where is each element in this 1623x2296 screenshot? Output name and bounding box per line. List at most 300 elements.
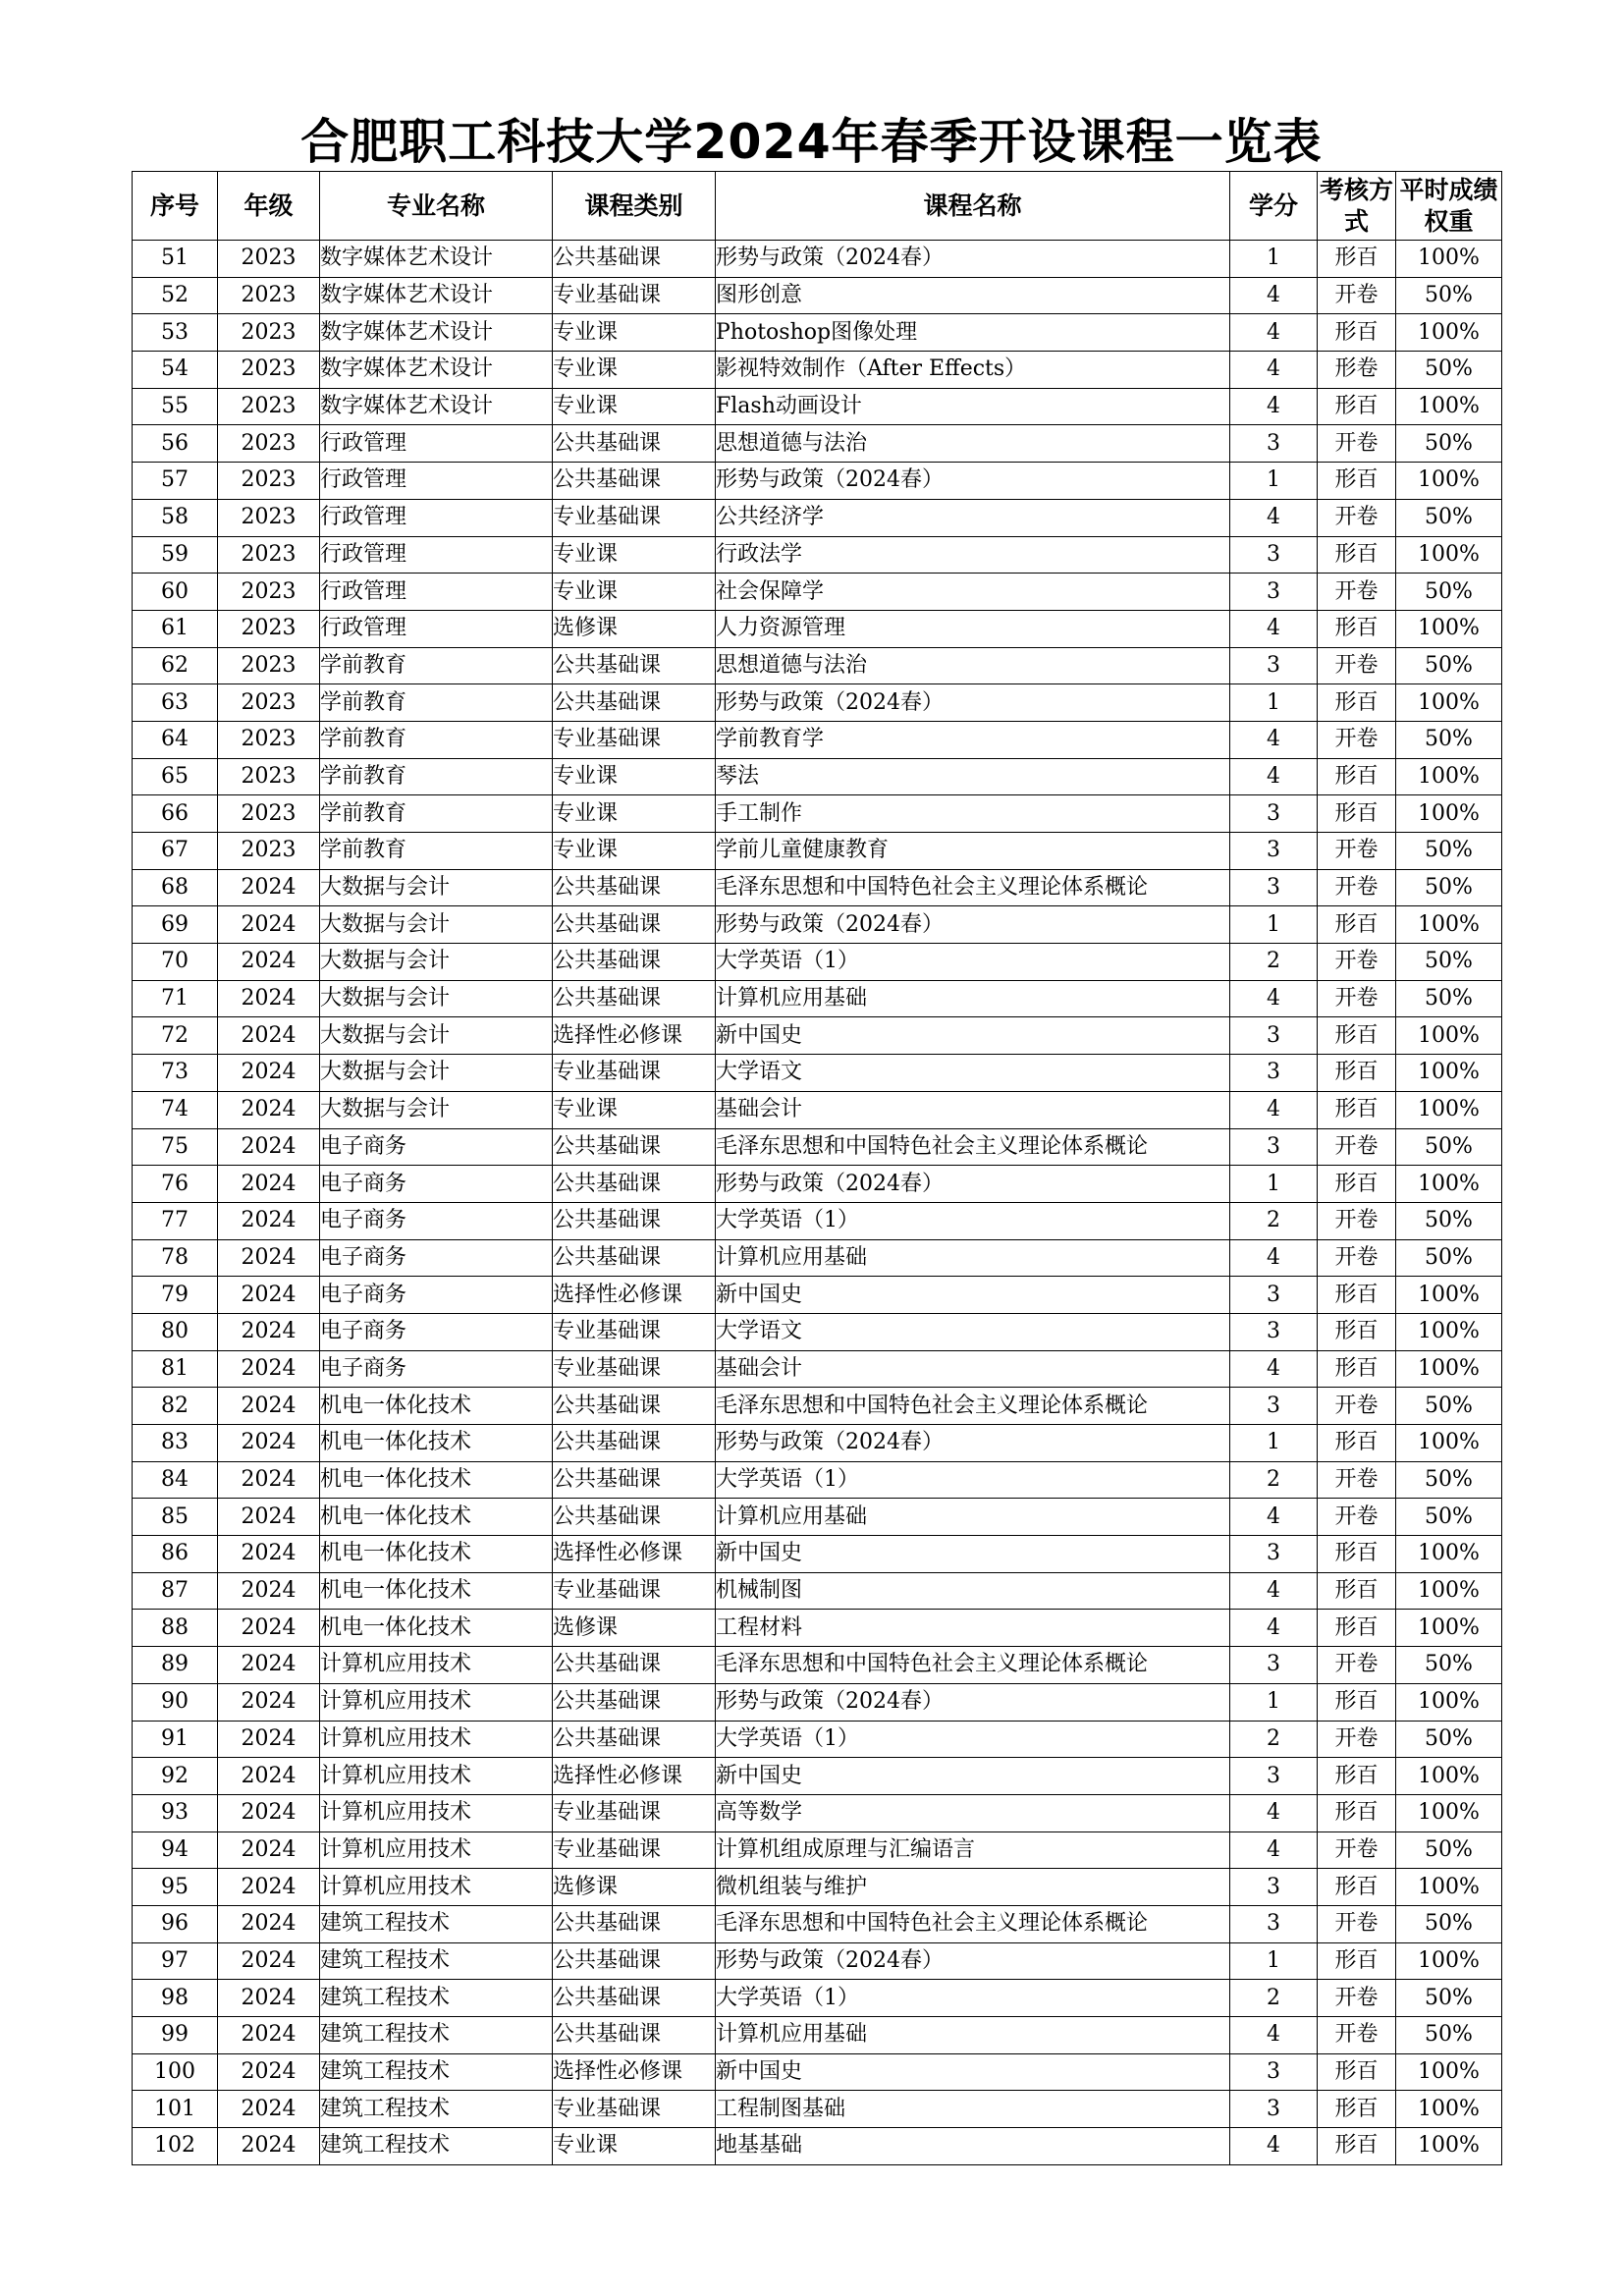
cell-grade: 2024 <box>218 869 320 906</box>
cell-course-name: 大学英语（1） <box>716 944 1230 981</box>
cell-major: 数字媒体艺术设计 <box>320 388 553 425</box>
cell-major: 电子商务 <box>320 1128 553 1166</box>
cell-credits: 3 <box>1230 647 1318 684</box>
cell-regular-score-weight: 50% <box>1396 2017 1502 2054</box>
cell-index: 101 <box>133 2091 218 2128</box>
cell-course-name: 大学英语（1） <box>716 1721 1230 1758</box>
cell-major: 计算机应用技术 <box>320 1831 553 1869</box>
cell-exam-method: 开卷 <box>1318 1980 1396 2017</box>
cell-index: 64 <box>133 721 218 758</box>
table-row <box>133 1869 1502 1906</box>
cell-exam-method: 形百 <box>1318 1055 1396 1092</box>
cell-index: 87 <box>133 1572 218 1610</box>
cell-grade: 2024 <box>218 1313 320 1350</box>
table-row <box>133 1239 1502 1277</box>
cell-exam-method: 形百 <box>1318 1166 1396 1203</box>
table-row <box>133 1980 1502 2017</box>
cell-credits: 4 <box>1230 1091 1318 1128</box>
cell-course-category: 公共基础课 <box>553 1499 716 1536</box>
cell-regular-score-weight: 100% <box>1396 1572 1502 1610</box>
cell-regular-score-weight: 50% <box>1396 499 1502 536</box>
cell-credits: 4 <box>1230 721 1318 758</box>
cell-course-name: Photoshop图像处理 <box>716 314 1230 352</box>
cell-credits: 4 <box>1230 610 1318 647</box>
header-course-name: 课程名称 <box>716 172 1230 241</box>
cell-regular-score-weight: 100% <box>1396 1610 1502 1647</box>
cell-grade: 2023 <box>218 758 320 795</box>
cell-major: 行政管理 <box>320 610 553 647</box>
cell-exam-method: 形百 <box>1318 758 1396 795</box>
cell-course-name: 学前教育学 <box>716 721 1230 758</box>
cell-regular-score-weight: 100% <box>1396 2128 1502 2165</box>
cell-grade: 2024 <box>218 1831 320 1869</box>
cell-course-name: 高等数学 <box>716 1794 1230 1831</box>
cell-course-name: 大学英语（1） <box>716 1202 1230 1239</box>
cell-course-category: 专业课 <box>553 833 716 870</box>
cell-credits: 3 <box>1230 1905 1318 1942</box>
cell-major: 数字媒体艺术设计 <box>320 277 553 314</box>
cell-course-name: 思想道德与法治 <box>716 425 1230 463</box>
cell-grade: 2024 <box>218 1055 320 1092</box>
table-row <box>133 906 1502 944</box>
cell-index: 65 <box>133 758 218 795</box>
cell-course-category: 公共基础课 <box>553 1425 716 1462</box>
cell-regular-score-weight: 100% <box>1396 1091 1502 1128</box>
cell-course-name: 新中国史 <box>716 1017 1230 1055</box>
cell-credits: 4 <box>1230 1794 1318 1831</box>
cell-course-name: 工程制图基础 <box>716 2091 1230 2128</box>
cell-regular-score-weight: 50% <box>1396 1721 1502 1758</box>
cell-index: 77 <box>133 1202 218 1239</box>
cell-course-category: 选修课 <box>553 1610 716 1647</box>
cell-course-name: 学前儿童健康教育 <box>716 833 1230 870</box>
cell-exam-method: 形百 <box>1318 241 1396 278</box>
table-row <box>133 1091 1502 1128</box>
cell-credits: 3 <box>1230 1313 1318 1350</box>
cell-regular-score-weight: 100% <box>1396 906 1502 944</box>
cell-course-name: 地基基础 <box>716 2128 1230 2165</box>
cell-regular-score-weight: 100% <box>1396 1869 1502 1906</box>
cell-course-category: 公共基础课 <box>553 1128 716 1166</box>
cell-course-category: 公共基础课 <box>553 906 716 944</box>
cell-index: 56 <box>133 425 218 463</box>
cell-credits: 1 <box>1230 906 1318 944</box>
cell-major: 学前教育 <box>320 758 553 795</box>
cell-index: 71 <box>133 980 218 1017</box>
cell-course-name: 工程材料 <box>716 1610 1230 1647</box>
cell-major: 电子商务 <box>320 1202 553 1239</box>
cell-regular-score-weight: 100% <box>1396 684 1502 722</box>
cell-index: 99 <box>133 2017 218 2054</box>
table-row <box>133 1499 1502 1536</box>
cell-exam-method: 开卷 <box>1318 833 1396 870</box>
cell-course-name: 基础会计 <box>716 1091 1230 1128</box>
cell-grade: 2023 <box>218 352 320 389</box>
table-row <box>133 1683 1502 1721</box>
cell-course-name: 毛泽东思想和中国特色社会主义理论体系概论 <box>716 1647 1230 1684</box>
cell-credits: 4 <box>1230 2128 1318 2165</box>
table-row <box>133 1721 1502 1758</box>
cell-course-category: 专业课 <box>553 352 716 389</box>
cell-grade: 2023 <box>218 499 320 536</box>
cell-course-category: 选择性必修课 <box>553 1536 716 1573</box>
cell-regular-score-weight: 100% <box>1396 610 1502 647</box>
cell-grade: 2024 <box>218 1388 320 1425</box>
cell-exam-method: 开卷 <box>1318 425 1396 463</box>
cell-major: 机电一体化技术 <box>320 1572 553 1610</box>
cell-credits: 3 <box>1230 1647 1318 1684</box>
table-row <box>133 1055 1502 1092</box>
cell-exam-method: 形百 <box>1318 1350 1396 1388</box>
table-row <box>133 1461 1502 1499</box>
cell-course-category: 公共基础课 <box>553 1721 716 1758</box>
cell-regular-score-weight: 50% <box>1396 1239 1502 1277</box>
cell-exam-method: 形百 <box>1318 1942 1396 1980</box>
cell-index: 61 <box>133 610 218 647</box>
cell-course-name: 琴法 <box>716 758 1230 795</box>
cell-grade: 2023 <box>218 833 320 870</box>
cell-major: 大数据与会计 <box>320 980 553 1017</box>
cell-course-name: 大学语文 <box>716 1313 1230 1350</box>
cell-major: 建筑工程技术 <box>320 2017 553 2054</box>
cell-course-category: 专业课 <box>553 388 716 425</box>
cell-index: 98 <box>133 1980 218 2017</box>
cell-regular-score-weight: 100% <box>1396 1313 1502 1350</box>
cell-grade: 2024 <box>218 1980 320 2017</box>
cell-index: 78 <box>133 1239 218 1277</box>
cell-grade: 2024 <box>218 1758 320 1795</box>
cell-credits: 1 <box>1230 1942 1318 1980</box>
cell-grade: 2024 <box>218 1017 320 1055</box>
cell-grade: 2024 <box>218 2128 320 2165</box>
cell-credits: 3 <box>1230 536 1318 574</box>
header-course-category: 课程类别 <box>553 172 716 241</box>
cell-regular-score-weight: 100% <box>1396 795 1502 833</box>
table-row <box>133 425 1502 463</box>
cell-course-name: 微机组装与维护 <box>716 1869 1230 1906</box>
cell-index: 68 <box>133 869 218 906</box>
cell-credits: 4 <box>1230 277 1318 314</box>
cell-course-category: 选修课 <box>553 610 716 647</box>
cell-grade: 2023 <box>218 277 320 314</box>
cell-major: 行政管理 <box>320 536 553 574</box>
cell-major: 大数据与会计 <box>320 1017 553 1055</box>
cell-regular-score-weight: 50% <box>1396 574 1502 611</box>
cell-major: 机电一体化技术 <box>320 1461 553 1499</box>
cell-index: 62 <box>133 647 218 684</box>
cell-regular-score-weight: 100% <box>1396 1942 1502 1980</box>
cell-major: 大数据与会计 <box>320 869 553 906</box>
cell-grade: 2023 <box>218 388 320 425</box>
table-row <box>133 1277 1502 1314</box>
cell-major: 电子商务 <box>320 1313 553 1350</box>
cell-course-category: 公共基础课 <box>553 1239 716 1277</box>
cell-exam-method: 开卷 <box>1318 1499 1396 1536</box>
cell-course-name: 大学英语（1） <box>716 1461 1230 1499</box>
table-row <box>133 1942 1502 1980</box>
cell-major: 建筑工程技术 <box>320 2091 553 2128</box>
cell-credits: 4 <box>1230 388 1318 425</box>
cell-regular-score-weight: 100% <box>1396 2091 1502 2128</box>
cell-index: 83 <box>133 1425 218 1462</box>
table-row <box>133 1313 1502 1350</box>
cell-credits: 4 <box>1230 1610 1318 1647</box>
cell-index: 74 <box>133 1091 218 1128</box>
cell-grade: 2023 <box>218 574 320 611</box>
table-row <box>133 1572 1502 1610</box>
table-row <box>133 574 1502 611</box>
cell-regular-score-weight: 100% <box>1396 1425 1502 1462</box>
cell-credits: 4 <box>1230 499 1318 536</box>
cell-course-category: 公共基础课 <box>553 1461 716 1499</box>
table-row <box>133 1794 1502 1831</box>
cell-major: 机电一体化技术 <box>320 1499 553 1536</box>
cell-index: 92 <box>133 1758 218 1795</box>
cell-exam-method: 开卷 <box>1318 944 1396 981</box>
cell-exam-method: 形百 <box>1318 314 1396 352</box>
cell-regular-score-weight: 100% <box>1396 314 1502 352</box>
table-row <box>133 2053 1502 2091</box>
cell-credits: 1 <box>1230 684 1318 722</box>
cell-index: 86 <box>133 1536 218 1573</box>
cell-grade: 2024 <box>218 1350 320 1388</box>
cell-exam-method: 形百 <box>1318 1536 1396 1573</box>
cell-course-category: 专业基础课 <box>553 1572 716 1610</box>
table-row <box>133 277 1502 314</box>
cell-grade: 2024 <box>218 1794 320 1831</box>
cell-course-name: 毛泽东思想和中国特色社会主义理论体系概论 <box>716 869 1230 906</box>
cell-credits: 2 <box>1230 944 1318 981</box>
cell-course-category: 选择性必修课 <box>553 1758 716 1795</box>
cell-course-name: 影视特效制作（After Effects） <box>716 352 1230 389</box>
cell-grade: 2024 <box>218 1166 320 1203</box>
cell-grade: 2024 <box>218 1425 320 1462</box>
table-row <box>133 1350 1502 1388</box>
cell-index: 79 <box>133 1277 218 1314</box>
cell-course-category: 公共基础课 <box>553 241 716 278</box>
cell-credits: 3 <box>1230 833 1318 870</box>
cell-index: 95 <box>133 1869 218 1906</box>
cell-major: 行政管理 <box>320 463 553 500</box>
cell-credits: 4 <box>1230 1499 1318 1536</box>
cell-grade: 2023 <box>218 314 320 352</box>
cell-grade: 2024 <box>218 1461 320 1499</box>
cell-major: 计算机应用技术 <box>320 1721 553 1758</box>
cell-course-category: 专业基础课 <box>553 721 716 758</box>
cell-course-category: 公共基础课 <box>553 1647 716 1684</box>
table-row <box>133 684 1502 722</box>
cell-major: 计算机应用技术 <box>320 1647 553 1684</box>
cell-course-category: 专业课 <box>553 1091 716 1128</box>
cell-index: 91 <box>133 1721 218 1758</box>
cell-grade: 2024 <box>218 1239 320 1277</box>
cell-major: 大数据与会计 <box>320 1091 553 1128</box>
cell-course-category: 公共基础课 <box>553 647 716 684</box>
cell-regular-score-weight: 50% <box>1396 352 1502 389</box>
cell-major: 学前教育 <box>320 833 553 870</box>
cell-exam-method: 开卷 <box>1318 1831 1396 1869</box>
cell-course-name: 毛泽东思想和中国特色社会主义理论体系概论 <box>716 1388 1230 1425</box>
cell-course-name: 大学英语（1） <box>716 1980 1230 2017</box>
cell-regular-score-weight: 100% <box>1396 1683 1502 1721</box>
cell-credits: 3 <box>1230 2091 1318 2128</box>
cell-major: 电子商务 <box>320 1277 553 1314</box>
cell-exam-method: 开卷 <box>1318 1388 1396 1425</box>
cell-major: 建筑工程技术 <box>320 2053 553 2091</box>
cell-exam-method: 形百 <box>1318 1277 1396 1314</box>
table-header <box>133 172 1502 241</box>
cell-course-name: 形势与政策（2024春） <box>716 684 1230 722</box>
cell-course-name: 形势与政策（2024春） <box>716 906 1230 944</box>
cell-index: 80 <box>133 1313 218 1350</box>
cell-major: 建筑工程技术 <box>320 1942 553 1980</box>
table-row <box>133 758 1502 795</box>
cell-grade: 2023 <box>218 795 320 833</box>
cell-exam-method: 形百 <box>1318 684 1396 722</box>
cell-index: 97 <box>133 1942 218 1980</box>
cell-exam-method: 开卷 <box>1318 1128 1396 1166</box>
cell-course-category: 公共基础课 <box>553 425 716 463</box>
cell-regular-score-weight: 100% <box>1396 2053 1502 2091</box>
cell-credits: 4 <box>1230 352 1318 389</box>
cell-course-name: 形势与政策（2024春） <box>716 1166 1230 1203</box>
cell-course-category: 专业基础课 <box>553 1313 716 1350</box>
cell-exam-method: 形百 <box>1318 906 1396 944</box>
cell-credits: 1 <box>1230 1166 1318 1203</box>
cell-grade: 2024 <box>218 1942 320 1980</box>
table-row <box>133 610 1502 647</box>
cell-index: 60 <box>133 574 218 611</box>
cell-grade: 2024 <box>218 1536 320 1573</box>
cell-credits: 3 <box>1230 1869 1318 1906</box>
cell-credits: 1 <box>1230 463 1318 500</box>
cell-credits: 4 <box>1230 1831 1318 1869</box>
cell-credits: 3 <box>1230 425 1318 463</box>
cell-grade: 2024 <box>218 906 320 944</box>
cell-exam-method: 形百 <box>1318 2128 1396 2165</box>
cell-exam-method: 形百 <box>1318 1794 1396 1831</box>
cell-regular-score-weight: 50% <box>1396 1128 1502 1166</box>
cell-index: 55 <box>133 388 218 425</box>
cell-course-name: 计算机应用基础 <box>716 1239 1230 1277</box>
cell-course-name: 新中国史 <box>716 2053 1230 2091</box>
cell-regular-score-weight: 100% <box>1396 388 1502 425</box>
cell-credits: 3 <box>1230 1017 1318 1055</box>
cell-index: 54 <box>133 352 218 389</box>
cell-credits: 3 <box>1230 1536 1318 1573</box>
cell-course-category: 选修课 <box>553 1869 716 1906</box>
cell-course-category: 公共基础课 <box>553 1683 716 1721</box>
cell-credits: 2 <box>1230 1980 1318 2017</box>
header-credits: 学分 <box>1230 172 1318 241</box>
header-exam-method: 考核方式 <box>1318 172 1396 241</box>
table-row <box>133 1647 1502 1684</box>
cell-index: 90 <box>133 1683 218 1721</box>
cell-course-category: 公共基础课 <box>553 1980 716 2017</box>
cell-grade: 2023 <box>218 647 320 684</box>
cell-exam-method: 开卷 <box>1318 499 1396 536</box>
course-table <box>132 171 1502 2165</box>
cell-index: 72 <box>133 1017 218 1055</box>
cell-index: 52 <box>133 277 218 314</box>
cell-regular-score-weight: 50% <box>1396 647 1502 684</box>
cell-course-category: 选择性必修课 <box>553 2053 716 2091</box>
cell-course-category: 专业基础课 <box>553 1055 716 1092</box>
cell-index: 100 <box>133 2053 218 2091</box>
cell-grade: 2024 <box>218 2017 320 2054</box>
table-row <box>133 647 1502 684</box>
cell-credits: 3 <box>1230 2053 1318 2091</box>
cell-major: 学前教育 <box>320 795 553 833</box>
cell-exam-method: 形百 <box>1318 1683 1396 1721</box>
table-row <box>133 352 1502 389</box>
cell-exam-method: 形百 <box>1318 2053 1396 2091</box>
cell-grade: 2023 <box>218 425 320 463</box>
cell-course-name: 计算机应用基础 <box>716 1499 1230 1536</box>
cell-course-category: 公共基础课 <box>553 1905 716 1942</box>
cell-course-category: 公共基础课 <box>553 2017 716 2054</box>
header-grade: 年级 <box>218 172 320 241</box>
cell-grade: 2024 <box>218 1647 320 1684</box>
cell-major: 计算机应用技术 <box>320 1869 553 1906</box>
cell-exam-method: 开卷 <box>1318 869 1396 906</box>
table-row <box>133 1610 1502 1647</box>
cell-major: 学前教育 <box>320 684 553 722</box>
cell-credits: 2 <box>1230 1461 1318 1499</box>
cell-regular-score-weight: 100% <box>1396 1277 1502 1314</box>
cell-regular-score-weight: 50% <box>1396 1980 1502 2017</box>
table-row <box>133 833 1502 870</box>
cell-regular-score-weight: 100% <box>1396 1017 1502 1055</box>
table-row <box>133 1388 1502 1425</box>
cell-course-category: 专业基础课 <box>553 1794 716 1831</box>
cell-regular-score-weight: 50% <box>1396 944 1502 981</box>
table-row <box>133 241 1502 278</box>
cell-exam-method: 开卷 <box>1318 647 1396 684</box>
cell-major: 行政管理 <box>320 425 553 463</box>
cell-course-category: 专业课 <box>553 758 716 795</box>
cell-exam-method: 形百 <box>1318 463 1396 500</box>
cell-grade: 2024 <box>218 1683 320 1721</box>
cell-major: 计算机应用技术 <box>320 1683 553 1721</box>
cell-major: 机电一体化技术 <box>320 1425 553 1462</box>
cell-major: 计算机应用技术 <box>320 1758 553 1795</box>
cell-credits: 2 <box>1230 1202 1318 1239</box>
cell-regular-score-weight: 50% <box>1396 1831 1502 1869</box>
cell-course-name: 新中国史 <box>716 1536 1230 1573</box>
cell-regular-score-weight: 50% <box>1396 869 1502 906</box>
cell-index: 53 <box>133 314 218 352</box>
cell-index: 88 <box>133 1610 218 1647</box>
cell-regular-score-weight: 100% <box>1396 463 1502 500</box>
cell-index: 73 <box>133 1055 218 1092</box>
cell-credits: 2 <box>1230 1721 1318 1758</box>
cell-credits: 1 <box>1230 1425 1318 1462</box>
cell-index: 94 <box>133 1831 218 1869</box>
cell-course-name: 机械制图 <box>716 1572 1230 1610</box>
cell-major: 大数据与会计 <box>320 1055 553 1092</box>
cell-exam-method: 形百 <box>1318 536 1396 574</box>
cell-major: 电子商务 <box>320 1239 553 1277</box>
table-row <box>133 536 1502 574</box>
cell-major: 电子商务 <box>320 1350 553 1388</box>
header-major: 专业名称 <box>320 172 553 241</box>
cell-course-category: 专业基础课 <box>553 277 716 314</box>
cell-grade: 2023 <box>218 610 320 647</box>
cell-credits: 4 <box>1230 1239 1318 1277</box>
cell-course-name: 新中国史 <box>716 1758 1230 1795</box>
cell-exam-method: 形百 <box>1318 388 1396 425</box>
